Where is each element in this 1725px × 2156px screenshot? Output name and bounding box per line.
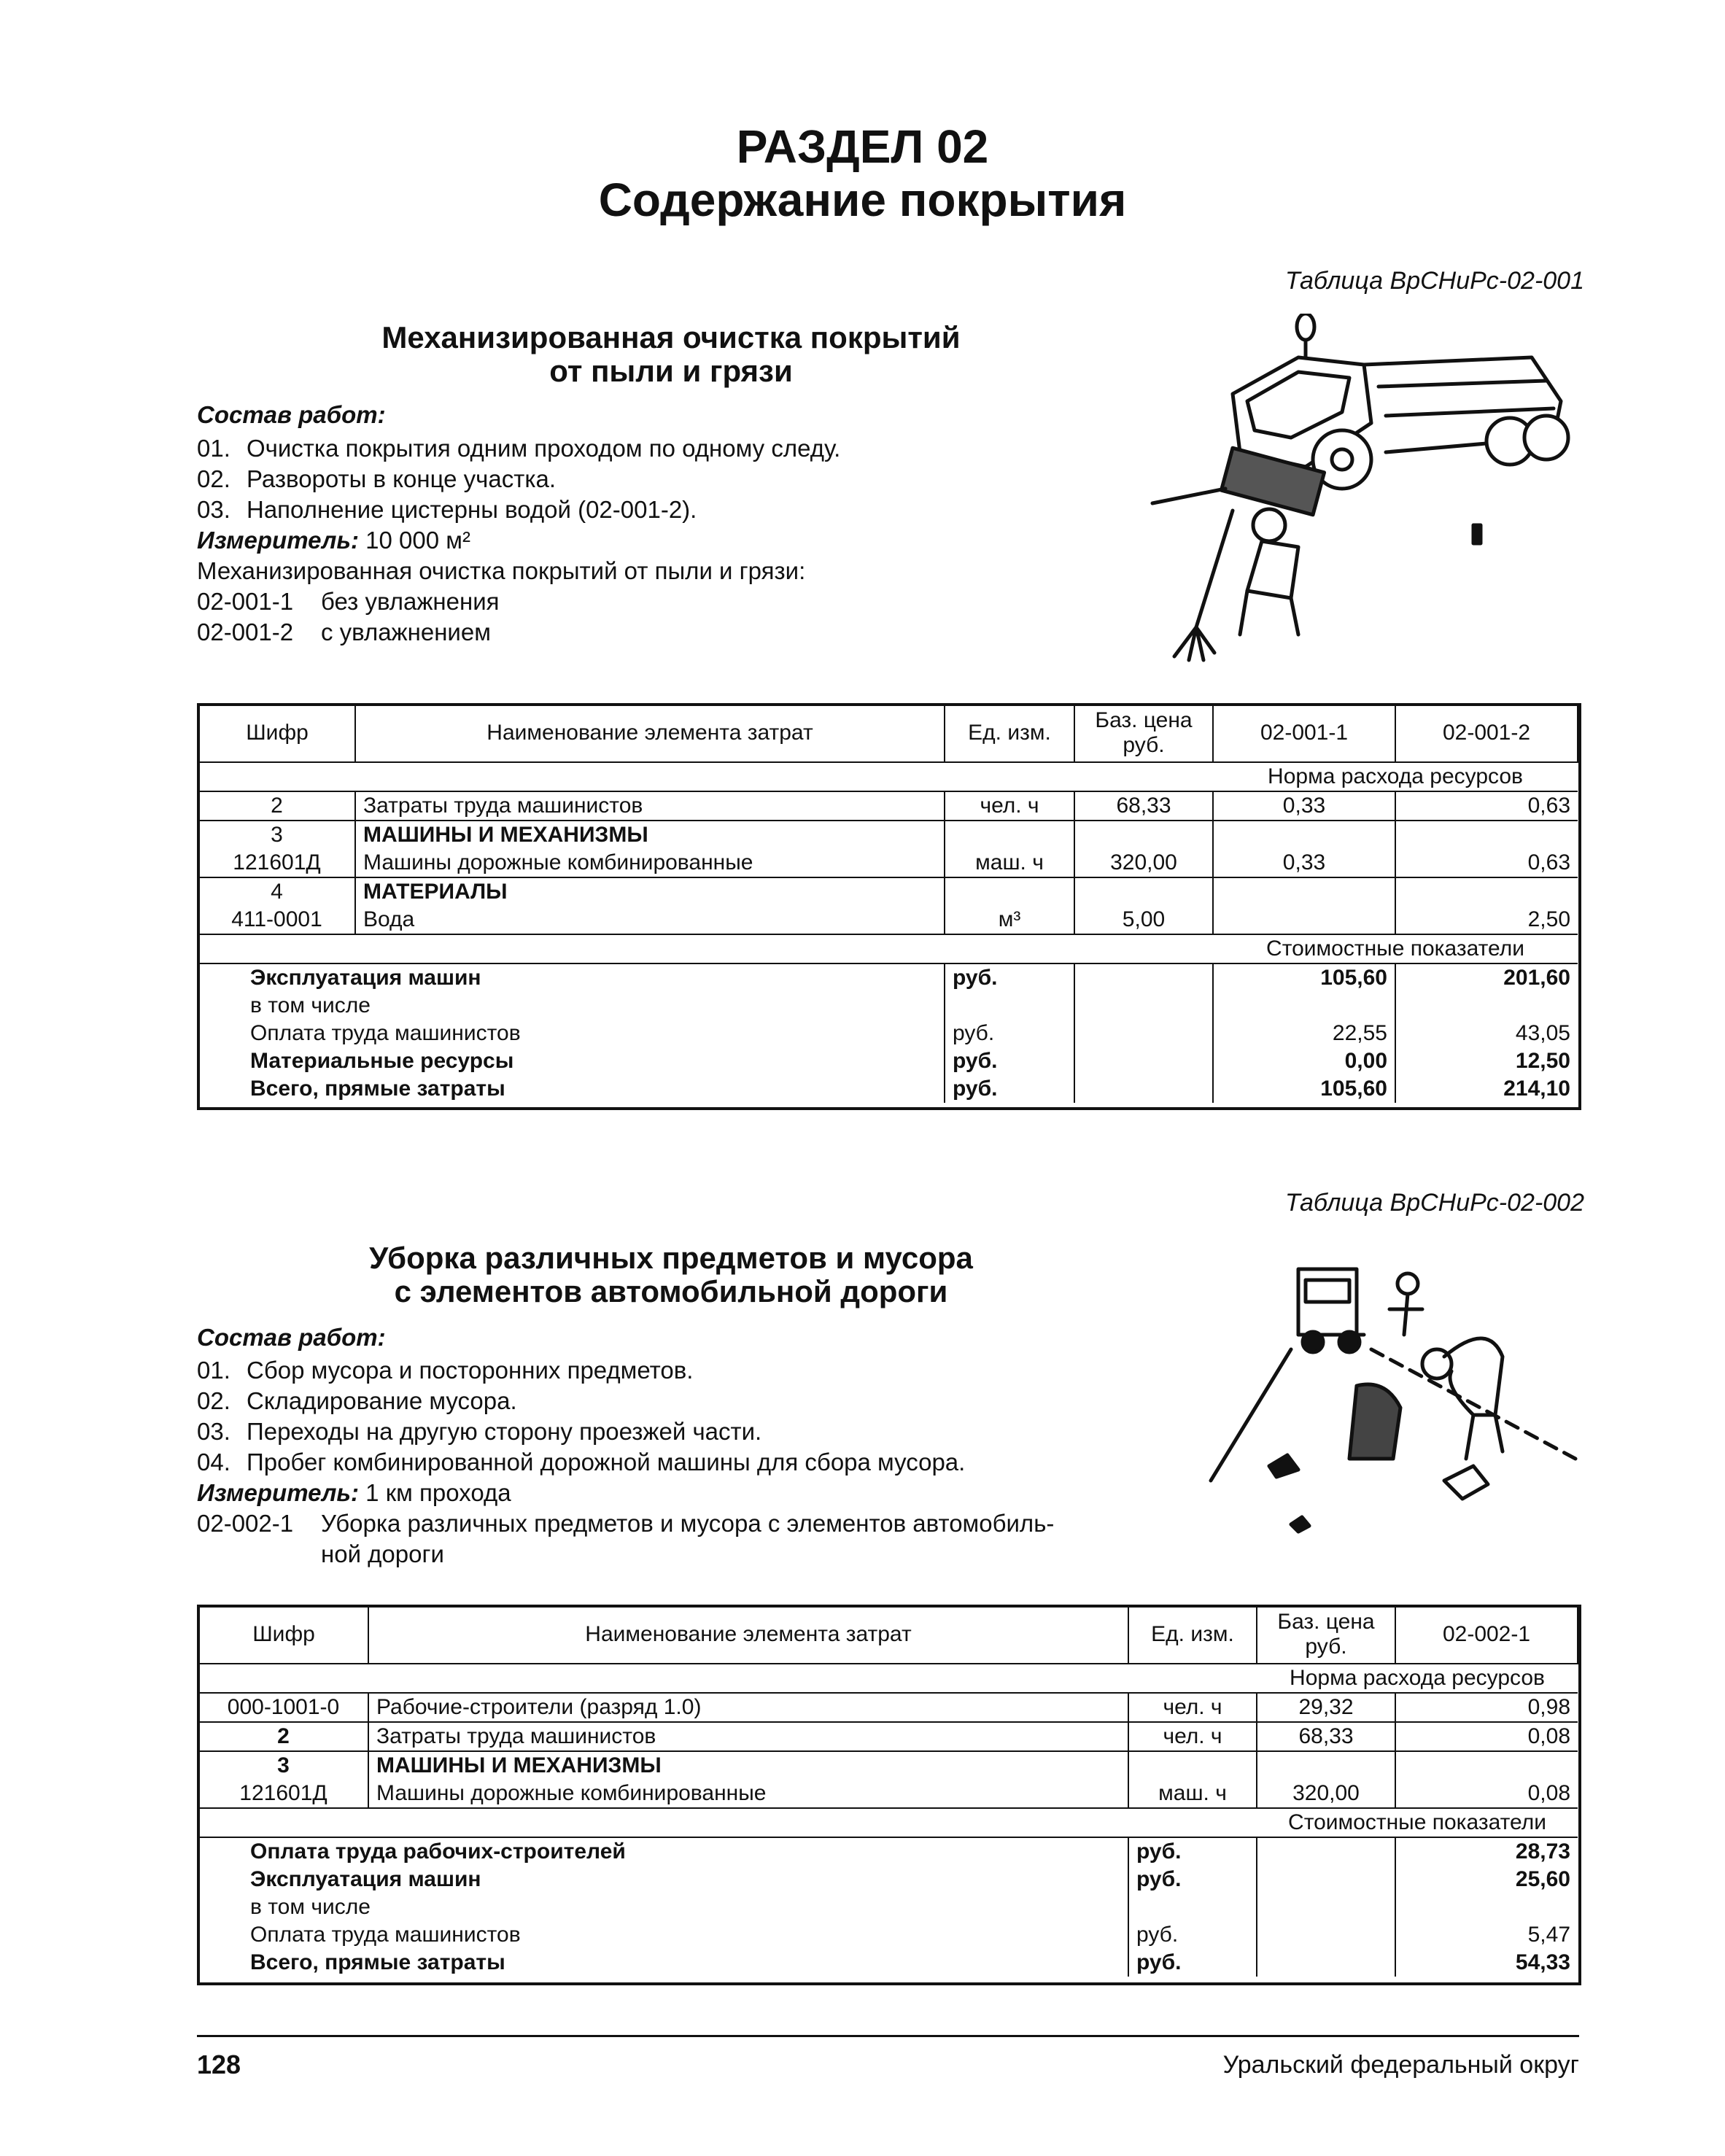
table-cell [1074, 963, 1213, 992]
table-cell [1213, 821, 1395, 849]
table-cell [1257, 1893, 1395, 1921]
work-item: 03. Переходы на другую сторону проезжей части. [197, 1418, 762, 1445]
table-row [199, 849, 1578, 877]
table-cell: Эксплуатация машин [250, 1867, 481, 1891]
block-title-line: от пыли и грязи [549, 354, 793, 388]
table-cell: 121601Д [199, 849, 355, 877]
table-cell: 320,00 [1257, 1780, 1395, 1808]
table-row [199, 906, 1578, 934]
table-header-row [199, 1606, 1578, 1664]
table-cell: Затраты труда машинистов [368, 1722, 1128, 1751]
table-cell: 000-1001-0 [199, 1693, 368, 1722]
table-cell: Оплата труда рабочих-строителей [199, 1837, 1128, 1866]
cost-row [199, 992, 1578, 1020]
table-cell [1395, 1751, 1578, 1780]
table-cell: 54,33 [1515, 1950, 1570, 1974]
table-cell: 3 [199, 1751, 368, 1780]
table-cell: 29,32 [1257, 1693, 1395, 1722]
table-cell: МАШИНЫ И МЕХАНИЗМЫ [355, 821, 945, 849]
column-header: 02-002-1 [1395, 1606, 1578, 1664]
work-item: 04. Пробег комбинированной дорожной машины для сбора мусора. [197, 1449, 966, 1476]
table-cell: 2 [199, 1722, 368, 1751]
table-cell: Эксплуатация машин [199, 963, 945, 992]
table-cell: руб. [1128, 1866, 1257, 1893]
table-cell [945, 992, 1074, 1020]
cost-row [199, 963, 1578, 992]
table-cell [199, 762, 1213, 791]
table-cell: 0,63 [1395, 791, 1578, 821]
table-cell [1128, 1751, 1257, 1780]
table-row [199, 821, 1578, 849]
table-cell: 5,00 [1074, 906, 1213, 934]
table-cell: 0,08 [1527, 1781, 1570, 1805]
table-cell: Затраты труда машинистов [355, 791, 945, 821]
table-cell: 320,00 [1074, 849, 1213, 877]
table-row [199, 1751, 1578, 1780]
table-cell [1257, 1837, 1395, 1866]
table-cell: 201,60 [1395, 963, 1578, 992]
table-cell: Всего, прямые затраты [250, 1950, 505, 1974]
table-cell: маш. ч [945, 849, 1074, 877]
table-cell [1128, 1893, 1257, 1921]
table-cell: 68,33 [1074, 791, 1213, 821]
table-cell: чел. ч [945, 791, 1074, 821]
table-cell: МАТЕРИАЛЫ [355, 877, 945, 906]
table-cell [1074, 1075, 1213, 1103]
variants-desc: Механизированная очистка покрытий от пыли и грязи: [197, 557, 806, 584]
column-header: Ед. изм. [1128, 1606, 1257, 1664]
table-cell: 3 [199, 821, 355, 849]
cost-table [198, 1606, 1578, 1977]
table-cell: руб. [945, 1047, 1074, 1075]
block-title-line: Уборка различных предметов и мусора [369, 1241, 973, 1275]
table-cell [1395, 1893, 1578, 1921]
table-code: Таблица ВрСНиРс-02-001 [1284, 267, 1584, 295]
table-row [199, 1693, 1578, 1722]
table-cell: 214,10 [1503, 1077, 1570, 1101]
section-number: РАЗДЕЛ 02 [736, 120, 989, 173]
table-cell: 121601Д [199, 1780, 368, 1808]
cost-row [199, 1921, 1578, 1949]
table-cell: 105,60 [1213, 963, 1395, 992]
table-cell: м³ [945, 906, 1074, 934]
work-item: 01. Очистка покрытия одним проходом по одному следу. [197, 435, 841, 462]
table-cell: руб. [1128, 1949, 1257, 1977]
table-row [199, 877, 1578, 906]
work-composition-label: Состав работ: [197, 401, 386, 428]
table-cell: чел. ч [1128, 1693, 1257, 1722]
table-cell: 2,50 [1527, 907, 1570, 931]
table-subheader-row [199, 1808, 1578, 1837]
block-title [219, 321, 1123, 388]
table-cell: 105,60 [1213, 1075, 1395, 1103]
table-row [199, 1722, 1578, 1751]
table-cell: руб. [945, 1075, 1074, 1103]
table-cell [199, 934, 1213, 963]
cost-row [199, 1020, 1578, 1047]
table-cell: Рабочие-строители (разряд 1.0) [368, 1693, 1128, 1722]
table-cell: Всего, прямые затраты [250, 1077, 505, 1101]
table-cell: 411-0001 [199, 906, 355, 934]
table-cell: Материальные ресурсы [250, 1049, 514, 1073]
road-sweeper-illustration [1123, 314, 1590, 664]
table-code: Таблица ВрСНиРс-02-002 [1284, 1189, 1584, 1217]
block-title-line: с элементов автомобильной дороги [394, 1274, 948, 1308]
column-header: Наименование элемента затрат [368, 1606, 1128, 1664]
table-cell: 2 [199, 791, 355, 821]
table-cell [199, 1664, 1257, 1693]
table-cell: в том числе [250, 1895, 371, 1919]
column-header: Наименование элемента затрат [355, 705, 945, 762]
column-header: Баз. цена руб. [1074, 705, 1213, 762]
table-cell: 0,08 [1395, 1722, 1578, 1751]
table-cell [1257, 1866, 1395, 1893]
page-number: 128 [197, 2050, 241, 2079]
column-header: Баз. цена руб. [1257, 1606, 1395, 1664]
table-cell [1395, 992, 1578, 1020]
table-cell [1074, 1047, 1213, 1075]
column-header: 02-001-1 [1213, 705, 1395, 762]
table-cell: МАШИНЫ И МЕХАНИЗМЫ [368, 1751, 1128, 1780]
table-cell: 25,60 [1515, 1867, 1570, 1891]
table-cell: Оплата труда машинистов [250, 1021, 521, 1045]
table-cell: 22,55 [1213, 1020, 1395, 1047]
table-cell [1257, 1921, 1395, 1949]
table-cell [1213, 906, 1395, 934]
table-cell [1074, 877, 1213, 906]
table-row [199, 1780, 1578, 1808]
table-cell [945, 821, 1074, 849]
work-item: 03. Наполнение цистерны водой (02-001-2). [197, 496, 697, 523]
table-cell [1395, 821, 1578, 849]
table-cell: Машины дорожные комбинированные [368, 1780, 1128, 1808]
measure: Измеритель: 1 км прохода [197, 1479, 511, 1506]
table-subheader-row [199, 762, 1578, 791]
table-cell: 28,73 [1395, 1837, 1578, 1866]
table-cell [1213, 992, 1395, 1020]
table-cell: 5,47 [1527, 1923, 1570, 1947]
section-title: Содержание покрытия [598, 174, 1127, 226]
column-header: Шифр [199, 705, 355, 762]
norm-label: Норма расхода ресурсов [1257, 1664, 1578, 1693]
variant-item: 02-002-1 Уборка различных предметов и мусора с элементов автомобиль- [197, 1510, 1055, 1537]
table-cell: 43,05 [1515, 1021, 1570, 1045]
table-cell: руб. [1128, 1921, 1257, 1949]
table-row [199, 791, 1578, 821]
block-title [219, 1241, 1123, 1308]
variant-item: 02-001-2 с увлажнением [197, 619, 491, 645]
table-cell: руб. [945, 963, 1074, 992]
footer-region: Уральский федеральный округ [1222, 2051, 1579, 2079]
norm-label: Норма расхода ресурсов [1213, 762, 1578, 791]
table-cell: 0,00 [1213, 1047, 1395, 1075]
cost-row [199, 1837, 1578, 1866]
variant-item-continuation: ной дороги [321, 1540, 444, 1567]
table-cell [1395, 877, 1578, 906]
column-header: 02-001-2 [1395, 705, 1578, 762]
debris-cleanup-illustration [1167, 1240, 1590, 1546]
cost-label: Стоимостные показатели [1213, 934, 1578, 963]
table-subheader-row [199, 934, 1578, 963]
table-cell: 12,50 [1515, 1049, 1570, 1073]
table-cell: 0,63 [1527, 850, 1570, 875]
cost-row [199, 1866, 1578, 1893]
table-cell: руб. [1128, 1837, 1257, 1866]
cost-label: Стоимостные показатели [1257, 1808, 1578, 1837]
table-cell [1074, 821, 1213, 849]
work-item: 02. Складирование мусора. [197, 1387, 517, 1414]
column-header: Ед. изм. [945, 705, 1074, 762]
table-cell: 68,33 [1257, 1722, 1395, 1751]
table-cell [945, 877, 1074, 906]
cost-row [199, 1949, 1578, 1977]
work-composition-label: Состав работ: [197, 1324, 386, 1351]
table-cell: Оплата труда машинистов [250, 1923, 521, 1947]
table-cell: чел. ч [1128, 1722, 1257, 1751]
table-cell [1074, 1020, 1213, 1047]
table-cell: 4 [199, 877, 355, 906]
column-header: Шифр [199, 1606, 368, 1664]
table-cell [1257, 1751, 1395, 1780]
block-title-line: Механизированная очистка покрытий [381, 320, 961, 354]
table-cell: в том числе [250, 993, 371, 1017]
table-header-row [199, 705, 1578, 762]
table-cell [199, 1808, 1257, 1837]
table-cell: 0,33 [1213, 849, 1395, 877]
table-cell [1213, 877, 1395, 906]
table-cell [1257, 1949, 1395, 1977]
work-item: 01. Сбор мусора и посторонних предметов. [197, 1357, 694, 1384]
table-cell: Вода [355, 906, 945, 934]
cost-row [199, 1893, 1578, 1921]
table-cell [1074, 992, 1213, 1020]
work-item: 02. Развороты в конце участка. [197, 465, 557, 492]
measure: Измеритель: 10 000 м² [197, 527, 470, 554]
table-subheader-row [199, 1664, 1578, 1693]
table-cell: руб. [945, 1020, 1074, 1047]
table-cell: 0,98 [1395, 1693, 1578, 1722]
cost-table [198, 705, 1578, 1103]
table-cell: маш. ч [1128, 1780, 1257, 1808]
footer-divider [197, 2035, 1579, 2037]
table-cell: Машины дорожные комбинированные [355, 849, 945, 877]
cost-row [199, 1047, 1578, 1075]
variant-item: 02-001-1 без увлажнения [197, 588, 500, 615]
cost-row [199, 1075, 1578, 1103]
table-cell: 0,33 [1213, 791, 1395, 821]
